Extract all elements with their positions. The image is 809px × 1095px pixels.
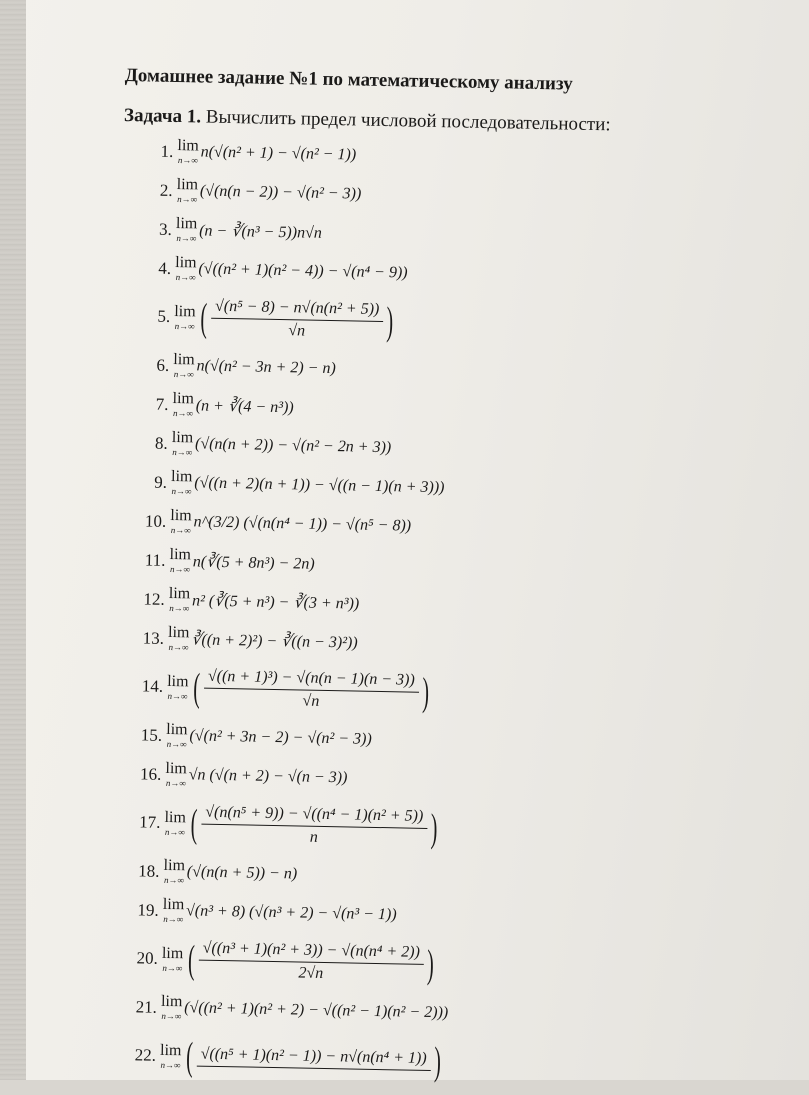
limit-operator [167,673,189,700]
limit-operator [160,1042,182,1069]
fraction-denominator: n [310,826,318,846]
limit-expression: √(n³ + 8) (√(n³ + 2) − √(n³ − 1)) [186,902,397,924]
limit-operator [171,469,193,496]
limit-expression: ∛((n + 2)²) − ∛((n − 3)²)) [191,629,358,652]
right-paren: ) [427,944,434,984]
fraction-numerator: √((n⁵ + 1)(n² − 1)) − n√(n(n⁴ + 1)) [196,1045,430,1070]
limit-word: lim [173,352,195,368]
left-paren: ( [193,667,200,707]
problem-number: 20. [108,948,162,969]
limit-operator [174,303,196,330]
limit-word: lim [162,945,184,961]
task-text: Вычислить предел числовой последовательности: [206,107,611,136]
limit-word: lim [164,809,186,825]
problem-number: 21. [107,996,161,1017]
problem-number: 16. [111,763,165,784]
limit-word: lim [160,1042,182,1058]
problem-number: 4. [121,257,175,278]
fraction [203,667,419,712]
fraction [210,297,383,341]
limit-operator [161,994,183,1021]
limit-word: lim [163,897,185,913]
problem-item [110,793,671,862]
problem-number: 14. [113,676,167,697]
fraction-numerator: √(n(n⁵ + 9)) − √((n⁴ − 1)(n² + 5)) [201,803,427,828]
limit-word: lim [172,430,194,446]
limit-operator [172,391,194,418]
limit-operator [176,216,198,243]
problem-item [107,929,668,998]
left-paren: ( [186,1036,193,1076]
limit-subscript: n→∞ [176,234,196,243]
limit-expression: (√(n(n + 2)) − √(n² − 2n + 3)) [195,435,391,457]
problem-number: 7. [118,393,172,414]
right-paren: ) [421,672,428,712]
limit-expression: (n + ∛(4 − n³)) [196,395,294,417]
limit-word: lim [168,625,190,641]
limit-word: lim [177,177,199,193]
limit-expression: √n (√(n + 2) − √(n − 3)) [189,766,348,787]
limit-subscript: n→∞ [168,643,188,652]
fraction-denominator: √n [302,690,319,710]
problem-number: 18. [109,860,163,881]
limit-word: lim [169,586,191,602]
limit-operator [177,138,199,165]
fraction-denominator: √n [288,320,305,340]
limit-word: lim [167,673,189,689]
limit-expression: (n − ∛(n³ − 5))n√n [199,220,322,242]
limit-expression: (√(n² + 3n − 2) − √(n² − 3)) [189,727,372,748]
problem-list [105,131,683,1095]
limit-word: lim [171,469,193,485]
limit-expression: (√(n(n + 5)) − n) [187,863,298,883]
task-label: Задача 1. [124,105,201,127]
limit-operator [170,508,192,535]
limit-subscript: n→∞ [163,915,183,924]
fraction [198,939,424,984]
limit-expression: (√((n² + 1)(n² − 4)) − √(n⁴ − 9)) [198,260,407,282]
limit-subscript: n→∞ [173,409,193,418]
problem-number: 5. [120,306,174,327]
limit-expression: (√(n(n − 2)) − √(n² − 3)) [200,182,362,203]
fraction [201,803,428,848]
problem-number: 11. [115,549,169,570]
limit-subscript: n→∞ [175,322,195,331]
problem-number: 9. [117,471,171,492]
limit-operator [175,255,197,282]
limit-word: lim [174,303,196,319]
limit-operator [168,625,190,652]
limit-expression: (√((n + 2)(n + 1)) − √((n − 1)(n + 3))) [194,474,444,497]
limit-subscript: n→∞ [171,526,191,535]
problem-item [120,287,681,356]
limit-subscript: n→∞ [162,963,182,972]
problem-number: 1. [123,140,177,161]
limit-subscript: n→∞ [164,876,184,885]
limit-subscript: n→∞ [166,779,186,788]
limit-operator [171,430,193,457]
limit-subscript: n→∞ [174,370,194,379]
limit-word: lim [170,508,192,524]
left-paren: ( [188,939,195,979]
fraction-numerator: √(n⁵ − 8) − n√(n(n² + 5)) [211,297,384,321]
problem-item [105,1026,666,1095]
limit-subscript: n→∞ [160,1060,180,1069]
problem-number: 10. [116,510,170,531]
right-paren: ) [434,1041,441,1081]
limit-subscript: n→∞ [170,565,190,574]
limit-subscript: n→∞ [172,448,192,457]
limit-expression: n^(3/2) (√(n(n⁴ − 1)) − √(n⁵ − 8)) [193,513,411,535]
limit-subscript: n→∞ [167,740,187,749]
problem-item [113,657,674,726]
limit-word: lim [161,994,183,1010]
limit-expression: n(√(n² + 1) − √(n² − 1)) [201,143,357,164]
limit-subscript: n→∞ [178,156,198,165]
fraction-numerator: √((n + 1)³) − √(n(n − 1)(n − 3)) [204,667,419,692]
limit-operator [166,722,188,749]
fraction-denominator: 2√n [298,962,323,982]
limit-word: lim [176,216,198,232]
limit-word: lim [175,255,197,271]
limit-operator [164,809,186,836]
problem-number: 22. [106,1045,160,1066]
limit-word: lim [166,722,188,738]
limit-subscript: n→∞ [176,273,196,282]
homework-title: Домашнее задание №1 по математическому анализу [125,65,685,98]
limit-operator [168,586,190,613]
right-paren: ) [430,808,437,848]
limit-word: lim [172,391,194,407]
limit-operator [169,547,191,574]
problem-number: 3. [122,218,176,239]
left-paren: ( [200,298,207,338]
left-paren: ( [191,803,198,843]
limit-operator [163,897,185,924]
problem-number: 13. [114,627,168,648]
limit-subscript: n→∞ [165,827,185,836]
limit-operator [165,761,187,788]
limit-expression: n(∛(5 + 8n³) − 2n) [193,551,315,573]
limit-operator [176,177,198,204]
problem-number: 19. [109,899,163,920]
fraction [196,1045,430,1072]
problem-number: 8. [118,432,172,453]
problem-number: 17. [110,812,164,833]
limit-operator [162,945,184,972]
limit-subscript: n→∞ [168,691,188,700]
limit-expression: n² (∛(5 + n³) − ∛(3 + n³)) [192,590,359,613]
problem-number: 12. [115,588,169,609]
limit-expression: n(√(n² − 3n + 2) − n) [196,357,336,378]
limit-operator [173,352,195,379]
limit-subscript: n→∞ [169,604,189,613]
limit-operator [163,858,185,885]
problem-number: 6. [119,354,173,375]
problem-number: 2. [122,179,176,200]
problem-number: 15. [112,724,166,745]
limit-word: lim [165,761,187,777]
right-paren: ) [386,301,393,341]
limit-subscript: n→∞ [171,487,191,496]
limit-word: lim [177,138,199,154]
limit-subscript: n→∞ [177,195,197,204]
fraction-numerator: √((n³ + 1)(n² + 3)) − √(n(n⁴ + 2)) [199,939,425,964]
limit-word: lim [163,858,185,874]
homework-content [105,65,684,1095]
limit-expression: (√((n² + 1)(n² + 2) − √((n² − 1)(n² − 2))) [184,999,448,1022]
limit-word: lim [169,547,191,563]
limit-subscript: n→∞ [161,1012,181,1021]
